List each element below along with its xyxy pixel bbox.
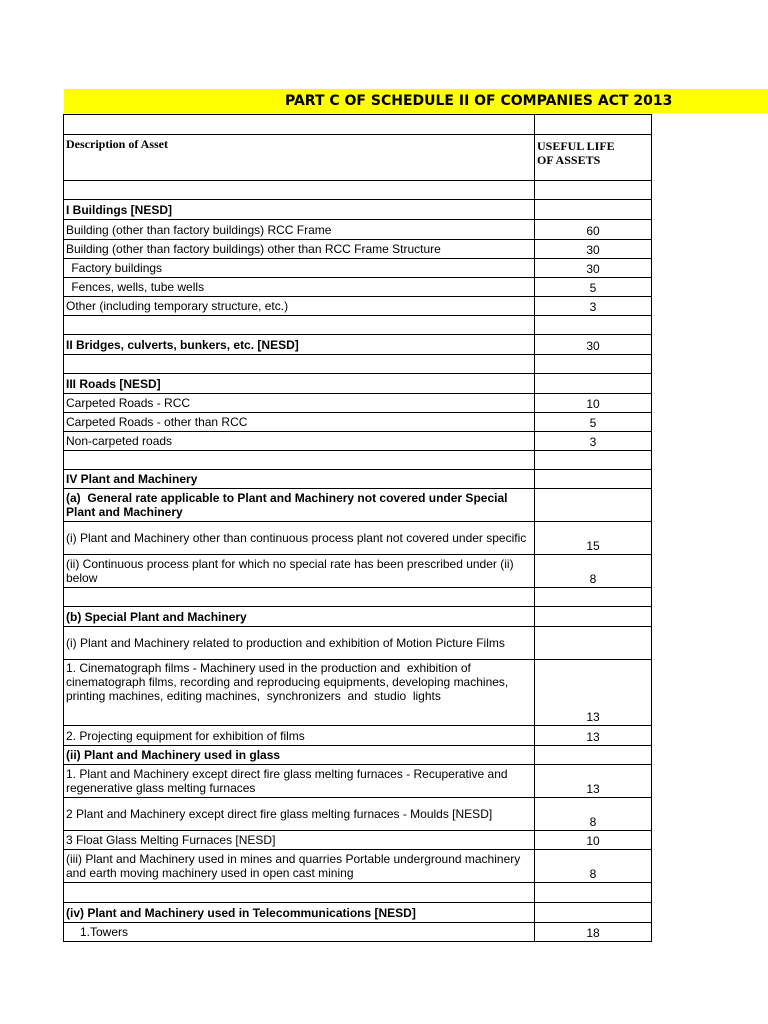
asset-description-cell: IV Plant and Machinery <box>64 470 535 489</box>
table-row <box>64 726 652 746</box>
page-title: PART C OF SCHEDULE II OF COMPANIES ACT 2013 <box>285 93 673 109</box>
asset-description-cell: 3 Float Glass Melting Furnaces [NESD] <box>64 831 535 850</box>
useful-life-cell <box>535 588 652 607</box>
table-row <box>64 181 652 200</box>
asset-description-cell: (ii) Plant and Machinery used in glass <box>64 746 535 765</box>
asset-description-cell: 2. Projecting equipment for exhibition of films <box>64 726 535 746</box>
asset-description-cell <box>64 883 535 903</box>
table-row <box>64 200 652 220</box>
asset-description-cell: Building (other than factory buildings) RCC Frame <box>64 220 535 240</box>
table-row <box>64 607 652 627</box>
useful-life-cell: 13 <box>535 726 652 746</box>
table-row <box>64 831 652 850</box>
table-cell <box>535 115 652 135</box>
table-row <box>64 850 652 883</box>
useful-life-cell: 30 <box>535 240 652 259</box>
useful-life-cell: 5 <box>535 278 652 297</box>
useful-life-cell <box>535 746 652 765</box>
useful-life-cell: 18 <box>535 923 652 942</box>
useful-life-cell: 15 <box>535 522 652 555</box>
useful-life-cell <box>535 470 652 489</box>
asset-description-cell <box>64 181 535 200</box>
table-row <box>64 220 652 240</box>
asset-description-cell <box>64 316 535 335</box>
useful-life-cell <box>535 903 652 923</box>
asset-description-cell <box>64 588 535 607</box>
useful-life-cell: 13 <box>535 660 652 726</box>
table-row <box>64 522 652 555</box>
table-row <box>64 746 652 765</box>
asset-description-cell: Building (other than factory buildings) other than RCC Frame Structure <box>64 240 535 259</box>
table-row <box>64 903 652 923</box>
asset-description-cell: (i) Plant and Machinery related to production and exhibition of Motion Picture Films <box>64 627 535 660</box>
title-banner <box>64 89 768 113</box>
useful-life-cell: 13 <box>535 765 652 798</box>
useful-life-cell: 30 <box>535 335 652 355</box>
table-row <box>64 470 652 489</box>
table-row <box>64 297 652 316</box>
useful-life-header-line1: USEFUL LIFE <box>537 139 615 153</box>
useful-life-cell: 3 <box>535 432 652 451</box>
useful-life-cell <box>535 489 652 522</box>
table-row <box>64 316 652 335</box>
asset-description-cell: Fences, wells, tube wells <box>64 278 535 297</box>
asset-description-cell: 1.Towers <box>64 923 535 942</box>
table-row <box>64 765 652 798</box>
useful-life-cell <box>535 181 652 200</box>
useful-life-cell: 8 <box>535 798 652 831</box>
asset-description-cell: Carpeted Roads - RCC <box>64 394 535 413</box>
asset-description-cell: Other (including temporary structure, etc.) <box>64 297 535 316</box>
asset-description-cell: 1. Plant and Machinery except direct fire glass melting furnaces - Recuperative and regenerative glass melting furnaces <box>64 765 535 798</box>
asset-description-cell: Factory buildings <box>64 259 535 278</box>
table-row <box>64 489 652 522</box>
asset-description-cell: Non-carpeted roads <box>64 432 535 451</box>
table-cell <box>64 115 535 135</box>
useful-life-cell <box>535 607 652 627</box>
table-row <box>64 278 652 297</box>
useful-life-cell <box>535 200 652 220</box>
table-spacer-row <box>64 115 652 135</box>
table-row <box>64 240 652 259</box>
asset-description-cell: II Bridges, culverts, bunkers, etc. [NESD] <box>64 335 535 355</box>
asset-description-cell: I Buildings [NESD] <box>64 200 535 220</box>
useful-life-cell: 10 <box>535 394 652 413</box>
asset-description-cell: (b) Special Plant and Machinery <box>64 607 535 627</box>
useful-life-cell: 30 <box>535 259 652 278</box>
schedule-table <box>63 114 652 942</box>
asset-description-cell: III Roads [NESD] <box>64 374 535 394</box>
table-row <box>64 555 652 588</box>
useful-life-header <box>535 135 652 181</box>
asset-description-cell: 2 Plant and Machinery except direct fire glass melting furnaces - Moulds [NESD] <box>64 798 535 831</box>
asset-description-cell: (a) General rate applicable to Plant and Machinery not covered under Special Plant and Machinery <box>64 489 535 522</box>
table-row <box>64 374 652 394</box>
useful-life-cell <box>535 451 652 470</box>
table-row <box>64 451 652 470</box>
useful-life-cell <box>535 374 652 394</box>
table-row <box>64 588 652 607</box>
useful-life-cell: 5 <box>535 413 652 432</box>
table-row <box>64 798 652 831</box>
asset-description-cell <box>64 355 535 374</box>
asset-description-cell: Carpeted Roads - other than RCC <box>64 413 535 432</box>
useful-life-cell <box>535 883 652 903</box>
useful-life-header-line2: OF ASSETS <box>537 153 601 167</box>
useful-life-cell: 8 <box>535 850 652 883</box>
useful-life-cell <box>535 355 652 374</box>
asset-description-cell <box>64 451 535 470</box>
description-header: Description of Asset <box>64 135 535 181</box>
table-row <box>64 432 652 451</box>
table-row <box>64 259 652 278</box>
table-row <box>64 335 652 355</box>
table-header-row <box>64 135 652 181</box>
table-row <box>64 394 652 413</box>
asset-description-cell: 1. Cinematograph films - Machinery used in the production and exhibition of cinematograph films, recording and reproducing equipments, developing machines, printing machines, editing machines, synchronizers and studio lights <box>64 660 535 726</box>
asset-description-cell: (iii) Plant and Machinery used in mines and quarries Portable underground machinery and earth moving machinery used in open cast mining <box>64 850 535 883</box>
asset-description-cell: (ii) Continuous process plant for which no special rate has been prescribed under (ii) below <box>64 555 535 588</box>
useful-life-cell <box>535 627 652 660</box>
table-row <box>64 883 652 903</box>
useful-life-cell: 3 <box>535 297 652 316</box>
table-row <box>64 660 652 726</box>
useful-life-cell: 60 <box>535 220 652 240</box>
table-row <box>64 413 652 432</box>
useful-life-cell: 10 <box>535 831 652 850</box>
asset-description-cell: (i) Plant and Machinery other than continuous process plant not covered under specific <box>64 522 535 555</box>
useful-life-cell: 8 <box>535 555 652 588</box>
table-row <box>64 923 652 942</box>
table-row <box>64 627 652 660</box>
asset-description-cell: (iv) Plant and Machinery used in Telecommunications [NESD] <box>64 903 535 923</box>
useful-life-cell <box>535 316 652 335</box>
table-row <box>64 355 652 374</box>
